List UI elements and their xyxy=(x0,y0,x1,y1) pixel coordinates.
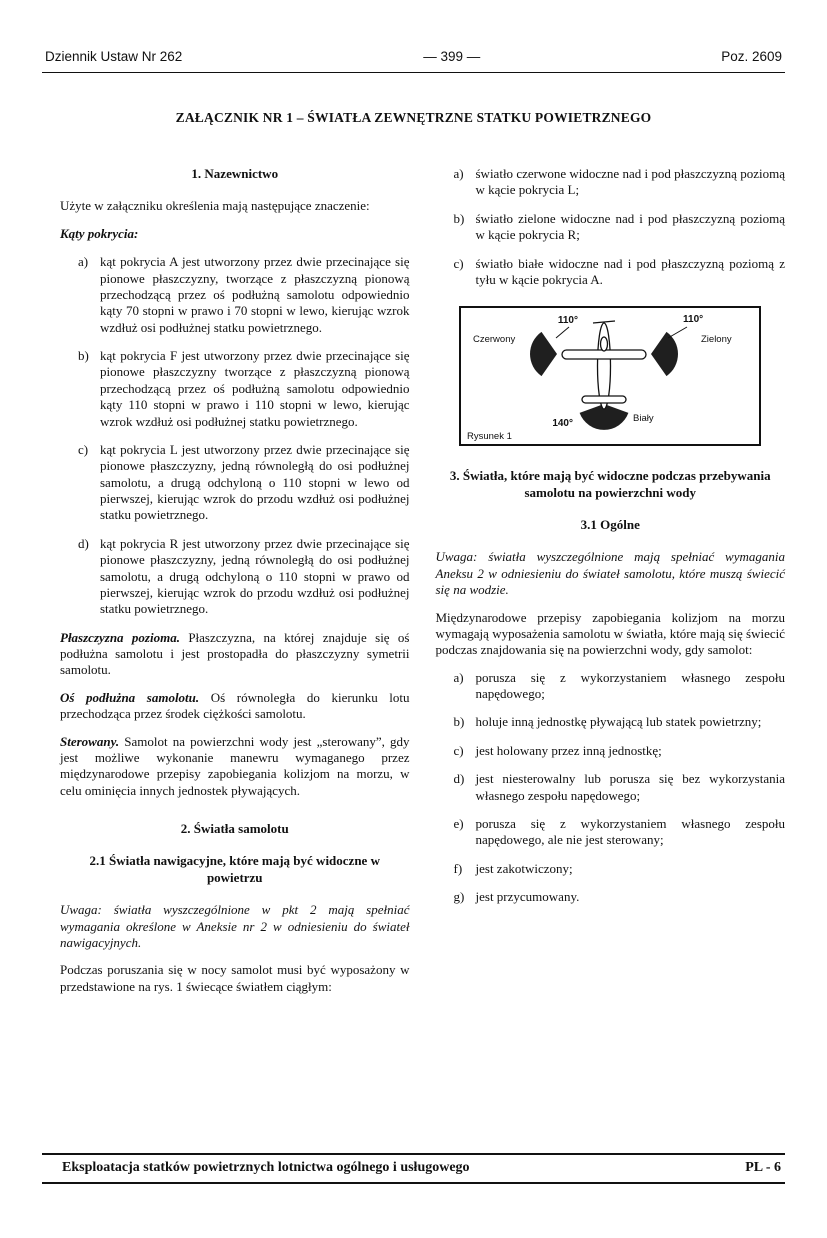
section-2-heading: 2. Światła samolotu xyxy=(180,821,289,836)
term-katy-pokrycia: Kąty pokrycia: xyxy=(60,225,139,241)
section-3-1-heading: 3.1 Ogólne xyxy=(580,517,640,532)
left-column xyxy=(60,152,410,1006)
section-1-heading: 1. Nazewnictwo xyxy=(191,166,279,181)
note-section-3: Uwaga: światła wyszczególnione mają spełniać wymagania Aneksu 2 w odniesieniu do świateł samolotu, które muszą świecić się na wodzie. xyxy=(435,549,785,598)
list-item-text: porusza się z wykorzystaniem własnego zespołu napędowego, ale nie jest sterowany; xyxy=(475,815,785,848)
list-item-marker: c) xyxy=(453,255,464,271)
list-item-text: światło białe widoczne nad i pod płaszczyzną poziomą z tyłu w kącie pokrycia A. xyxy=(475,255,785,287)
list-item-marker: a) xyxy=(453,166,464,181)
section-3-heading: 3. Światła, które mają być widoczne podczas przebywania samolotu na powierzchni wody xyxy=(449,468,771,500)
definition-text: Samolot na powierzchni wody jest „sterowany”, gdy jest możliwe wykonanie manewru wymaganego przez międzynarodowe przepisy zapobiegania kolizjom na morzu, w celu ominięcia innych jednostek pływających. xyxy=(60,733,410,798)
footer-page-code: PL - 6 xyxy=(745,1160,781,1176)
leader-line-left xyxy=(556,327,569,338)
definition-os-podluzna xyxy=(60,690,410,723)
leader-line-right xyxy=(668,327,687,338)
list-item-d xyxy=(78,536,410,618)
nav-light-item-c xyxy=(454,256,786,289)
closing-paragraph: Podczas poruszania się w nocy samolot musi być wyposażony w przedstawione na rys. 1 świecące światłem ciągłym: xyxy=(60,962,410,994)
right-angle-label: 110° xyxy=(683,314,704,326)
two-column-layout xyxy=(60,152,785,1006)
definition-term: Sterowany. xyxy=(60,733,120,749)
figure-caption: Rysunek 1 xyxy=(467,431,513,443)
red-light-arc xyxy=(530,332,557,376)
bottom-angle-label: 140° xyxy=(552,418,574,430)
list-item-text: światło czerwone widoczne nad i pod płaszczyzną poziomą w kącie pokrycia L; xyxy=(475,166,785,198)
section-3-intro: Międzynarodowe przepisy zapobiegania kolizjom na morzu wymagają wyposażenia samolotu w światła, które mają się świecić podczas znajdowania się na powierzchni wody, gdy samolot: xyxy=(435,609,785,658)
list-item-c xyxy=(78,442,410,524)
water-item-e xyxy=(454,816,786,849)
list-item-marker: b) xyxy=(453,210,465,226)
water-item-c xyxy=(454,743,786,759)
list-item-text: porusza się z wykorzystaniem własnego zespołu napędowego; xyxy=(475,669,785,701)
airplane-icon xyxy=(562,321,646,409)
document-title: ZAŁĄCZNIK NR 1 – ŚWIATŁA ZEWNĘTRZNE STATKU POWIETRZNEGO xyxy=(175,110,652,125)
header-page-number: — 399 — xyxy=(423,49,481,64)
header-journal-name: Dziennik Ustaw Nr 262 xyxy=(45,49,183,64)
list-item-text: kąt pokrycia A jest utworzony przez dwie przecinające się pionowe płaszczyzny, tworzące z płaszczyzną pionową przechodzącą przez oś podłużną samolotu odpowiednio kąty 70 stopni w prawo i 70 stopni w lewo, kierując wzrok wzdłuż osi podłużnej statku powietrznego. xyxy=(100,254,410,335)
green-light-arc xyxy=(651,332,678,376)
note-section-2: Uwaga: światła wyszczególnione w pkt 2 mają spełniać wymagania określone w Aneksie nr 2 w odniesieniu do świateł nawigacyjnych. xyxy=(60,902,410,950)
nav-light-item-b xyxy=(454,211,786,244)
list-item-marker: d) xyxy=(78,535,89,551)
list-item-text: holuje inną jednostkę pływającą lub statek powietrzny; xyxy=(475,714,762,730)
list-item-marker: f) xyxy=(453,860,463,876)
intro-paragraph: Użyte w załączniku określenia mają następujące znaczenie: xyxy=(60,198,370,214)
definition-plaszczyzna-pozioma xyxy=(60,630,410,679)
figure-rysunek-1 xyxy=(459,306,761,446)
footer-title: Eksploatacja statków powietrznych lotnictwa ogólnego i usługowego xyxy=(62,1160,470,1176)
list-item-a xyxy=(78,254,410,336)
list-item-marker: g) xyxy=(453,889,465,904)
list-item-marker: d) xyxy=(453,771,465,787)
water-item-a xyxy=(454,670,786,703)
list-item-marker: b) xyxy=(453,714,465,730)
list-item-text: jest niesterowalny lub porusza się bez wykorzystania własnego zespołu napędowego; xyxy=(475,771,785,803)
list-item-marker: e) xyxy=(453,815,464,831)
list-item-b xyxy=(78,348,410,430)
list-item-text: kąt pokrycia R jest utworzony przez dwie przecinające się pionowe płaszczyzny, jedną równoległą do osi podłużnej samolotu, a drugą odchyloną o 110 stopni w prawo od pierwszej, kierując wzrok do przodu wzdłuż osi podłużnej statku powietrznego. xyxy=(100,535,410,617)
water-item-g xyxy=(454,889,786,905)
list-item-marker: a) xyxy=(453,669,464,685)
page-header xyxy=(0,0,827,65)
right-column xyxy=(436,152,786,1006)
list-item-marker: a) xyxy=(78,254,89,270)
left-angle-label: 110° xyxy=(558,315,579,327)
list-item-text: jest holowany przez inną jednostkę; xyxy=(475,742,662,758)
header-rule xyxy=(42,72,785,73)
definition-text: Oś równoległa do kierunku lotu przechodząca przez środek ciężkości samolotu. xyxy=(60,689,410,722)
water-item-b xyxy=(454,714,786,730)
list-item-marker: c) xyxy=(453,742,464,758)
tailplane xyxy=(582,396,626,403)
list-item-marker: c) xyxy=(78,441,89,457)
definition-text: Płaszczyzna, na której znajduje się oś podłużna samolotu i jest prostopadła do płaszczyzny symetrii samolotu. xyxy=(60,629,410,678)
list-item-text: jest przycumowany. xyxy=(475,889,580,904)
section-2-1-heading: 2.1 Światła nawigacyjne, które mają być widoczne w powietrzu xyxy=(89,853,380,885)
header-position-number: Poz. 2609 xyxy=(721,49,782,64)
list-item-text: jest zakotwiczony; xyxy=(475,860,573,876)
water-item-f xyxy=(454,861,786,877)
definition-term: Płaszczyzna pozioma. xyxy=(60,629,180,645)
list-item-marker: b) xyxy=(78,348,89,363)
red-light-name: Czerwony xyxy=(473,334,516,346)
green-light-name: Zielony xyxy=(701,334,732,346)
definition-term: Oś podłużna samolotu. xyxy=(60,689,200,705)
list-item-text: kąt pokrycia L jest utworzony przez dwie przecinające się pionowe płaszczyzny, jedną równoległą do osi podłużnej samolotu, a drugą odchyloną o 110 stopni w lewo od pierwszej, kierując wzrok do przodu wzdłuż osi podłużnej statku powietrznego. xyxy=(100,441,410,523)
definition-sterowany xyxy=(60,734,410,800)
aircraft-lights-diagram xyxy=(461,308,759,444)
list-item-text: kąt pokrycia F jest utworzony przez dwie przecinające się pionowe płaszczyzny tworzące z płaszczyzną pionową przechodzącą przez oś podłużną samolotu odpowiednio kąty 110 stopni w prawo i 110 stopni w lewo, kierując wzrok wzdłuż osi podłużnej statku powietrznego. xyxy=(100,348,410,429)
nav-light-item-a xyxy=(454,166,786,199)
cockpit xyxy=(601,337,608,351)
page-footer xyxy=(42,1153,785,1184)
list-item-text: światło zielone widoczne nad i pod płaszczyzną poziomą w kącie pokrycia R; xyxy=(475,210,785,243)
white-light-name: Biały xyxy=(633,413,654,425)
water-item-d xyxy=(454,771,786,804)
